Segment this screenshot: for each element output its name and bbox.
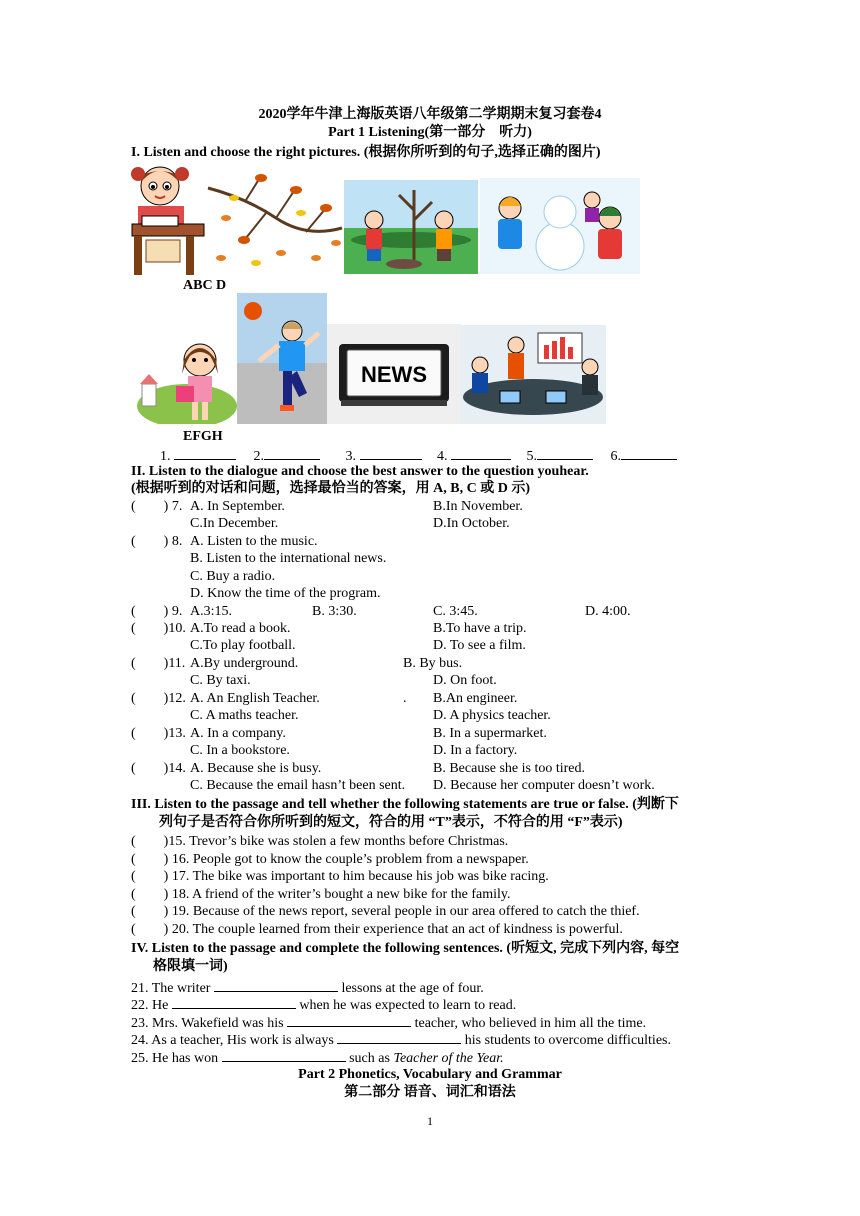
q11-option-c: C. By taxi. <box>190 673 251 688</box>
q12-option-b: B.An engineer. <box>433 691 518 706</box>
q10-option-d: D. To see a film. <box>433 638 526 653</box>
sentence-21-pre: 21. The writer <box>131 981 214 996</box>
sentence-23-pre: 23. Mrs. Wakefield was his <box>131 1016 288 1031</box>
picture-a-girl-reading-icon <box>130 162 206 275</box>
q14-num: ( )14. <box>131 761 186 776</box>
section4-heading-line2: 格限填一词) <box>153 959 228 974</box>
q9-option-c: C. 3:45. <box>433 604 478 619</box>
q14-option-a: A. Because she is busy. <box>190 761 322 776</box>
sentence-23-blank[interactable] <box>287 1013 411 1027</box>
q8-option-c: C. Buy a radio. <box>190 569 276 584</box>
q14-option-b: B. Because she is too tired. <box>433 761 586 776</box>
q12-option-a: A. An English Teacher. <box>190 691 320 706</box>
row2-letters: EFGH <box>183 429 223 444</box>
sentence-22-post: when he was expected to learn to read. <box>295 998 517 1013</box>
sentence-22-blank[interactable] <box>172 995 296 1009</box>
part1-title: Part 1 Listening(第一部分 听力) <box>328 125 532 140</box>
q8-num: ( ) 8. <box>131 534 183 549</box>
sentence-25 <box>131 1048 504 1067</box>
q9-option-a: A.3:15. <box>190 604 232 619</box>
picture-d-snowman-icon <box>480 178 640 274</box>
q7-option-d: D.In October. <box>433 516 510 531</box>
q12-option-d: D. A physics teacher. <box>433 708 551 723</box>
q7-num: ( ) 7. <box>131 499 183 514</box>
q9-option-b: B. 3:30. <box>312 604 357 619</box>
q10-option-c: C.To play football. <box>190 638 296 653</box>
sentence-22-pre: 22. He <box>131 998 172 1013</box>
q8-option-b: B. Listen to the international news. <box>190 551 387 566</box>
section2-instruction: (根据听到的对话和问题，选择最恰当的答案，用 A, B, C 或 D 示) <box>131 481 530 496</box>
q13-option-b: B. In a supermarket. <box>433 726 547 741</box>
picture-e-girl-school-icon <box>136 326 238 424</box>
q11-num: ( )11. <box>131 656 186 671</box>
page-number: 1 <box>427 1114 433 1128</box>
picture-b-autumn-leaves-icon <box>206 168 344 274</box>
answer-2-num: 2. <box>253 449 264 464</box>
sentence-25-blank[interactable] <box>222 1048 346 1062</box>
q13-option-c: C. In a bookstore. <box>190 743 290 758</box>
q8-option-a: A. Listen to the music. <box>190 534 318 549</box>
answer-3-num: 3. <box>345 449 356 464</box>
q12-num: ( )12. <box>131 691 186 706</box>
q7-option-b: B.In November. <box>433 499 523 514</box>
statement-20: ( ) 20. The couple learned from their experience that an act of kindness is powerful. <box>131 922 623 937</box>
q11-option-a: A.By underground. <box>190 656 299 671</box>
q10-option-a: A.To read a book. <box>190 621 291 636</box>
statement-18: ( ) 18. A friend of the writer’s bought a new bike for the family. <box>131 887 511 902</box>
answer-4-blank[interactable] <box>451 446 511 460</box>
section1-heading: I. Listen and choose the right pictures. (根据你所听到的句子,选择正确的图片) <box>131 145 601 160</box>
picture-h-meeting-icon <box>460 325 606 424</box>
q12-dot: . <box>403 691 407 706</box>
section2-heading: II. Listen to the dialogue and choose the best answer to the question youhear. <box>131 464 589 479</box>
answer-4-num: 4. <box>437 449 448 464</box>
answer-5-num: 5. <box>526 449 537 464</box>
q11-option-b: B. By bus. <box>403 656 463 671</box>
answer-6-num: 6. <box>610 449 621 464</box>
q10-num: ( )10. <box>131 621 186 636</box>
statement-17: ( ) 17. The bike was important to him because his job was bike racing. <box>131 869 549 884</box>
sentence-21-blank[interactable] <box>214 978 338 992</box>
answer-2-blank[interactable] <box>264 446 320 460</box>
document-title: 2020学年牛津上海版英语八年级第二学期期末复习套卷4 <box>258 107 602 122</box>
q8-option-d: D. Know the time of the program. <box>190 586 381 601</box>
picture-c-planting-tree-icon <box>344 180 478 274</box>
sentence-23-post: teacher, who believed in him all the time. <box>411 1016 647 1031</box>
row1-letters: ABC D <box>183 278 227 293</box>
q13-option-a: A. In a company. <box>190 726 286 741</box>
statement-19: ( ) 19. Because of the news report, several people in our area offered to catch the thief. <box>131 904 640 919</box>
sentence-24-pre: 24. As a teacher, His work is always <box>131 1033 338 1048</box>
section3-heading-line1: III. Listen to the passage and tell whether the following statements are true or false. (判断下 <box>131 797 679 812</box>
news-text: NEWS <box>361 362 427 387</box>
q13-option-d: D. In a factory. <box>433 743 518 758</box>
q9-option-d: D. 4:00. <box>585 604 631 619</box>
sentence-25-post: such as <box>345 1051 394 1066</box>
statement-15: ( )15. Trevor’s bike was stolen a few months before Christmas. <box>131 834 509 849</box>
statement-16: ( ) 16. People got to know the couple’s problem from a newspaper. <box>131 852 529 867</box>
q7-option-a: A. In September. <box>190 499 285 514</box>
part2-title: Part 2 Phonetics, Vocabulary and Grammar <box>298 1067 562 1082</box>
q14-option-c: C. Because the email hasn’t been sent. <box>190 778 406 793</box>
sentence-24-post: his students to overcome difficulties. <box>461 1033 671 1048</box>
answer-1-blank[interactable] <box>174 446 236 460</box>
picture-f-boy-kicking-ball-icon <box>237 293 327 424</box>
section4-heading-line1: IV. Listen to the passage and complete the following sentences. (听短文, 完成下列内容, 每空 <box>131 941 680 956</box>
picture-g-news-icon <box>327 324 461 424</box>
sentence-25-italic: Teacher of the Year. <box>393 1051 504 1066</box>
part2-subtitle: 第二部分 语音、词汇和语法 <box>344 1085 516 1100</box>
sentence-21-post: lessons at the age of four. <box>337 981 484 996</box>
q14-option-d: D. Because her computer doesn’t work. <box>433 778 655 793</box>
q12-option-c: C. A maths teacher. <box>190 708 299 723</box>
sentence-22 <box>131 995 516 1014</box>
sentence-24 <box>131 1030 671 1049</box>
q7-option-c: C.In December. <box>190 516 279 531</box>
answer-6-blank[interactable] <box>621 446 677 460</box>
answer-1-num: 1. <box>160 449 171 464</box>
q11-option-d: D. On foot. <box>433 673 497 688</box>
answer-5-blank[interactable] <box>537 446 593 460</box>
sentence-25-pre: 25. He has won <box>131 1051 222 1066</box>
section3-heading-line2: 列句子是否符合你所听到的短文，符合的用 “T”表示，不符合的用 “F”表示) <box>159 815 623 830</box>
q9-num: ( ) 9. <box>131 604 183 619</box>
sentence-24-blank[interactable] <box>337 1030 461 1044</box>
answer-3-blank[interactable] <box>360 446 422 460</box>
q13-num: ( )13. <box>131 726 186 741</box>
q10-option-b: B.To have a trip. <box>433 621 527 636</box>
